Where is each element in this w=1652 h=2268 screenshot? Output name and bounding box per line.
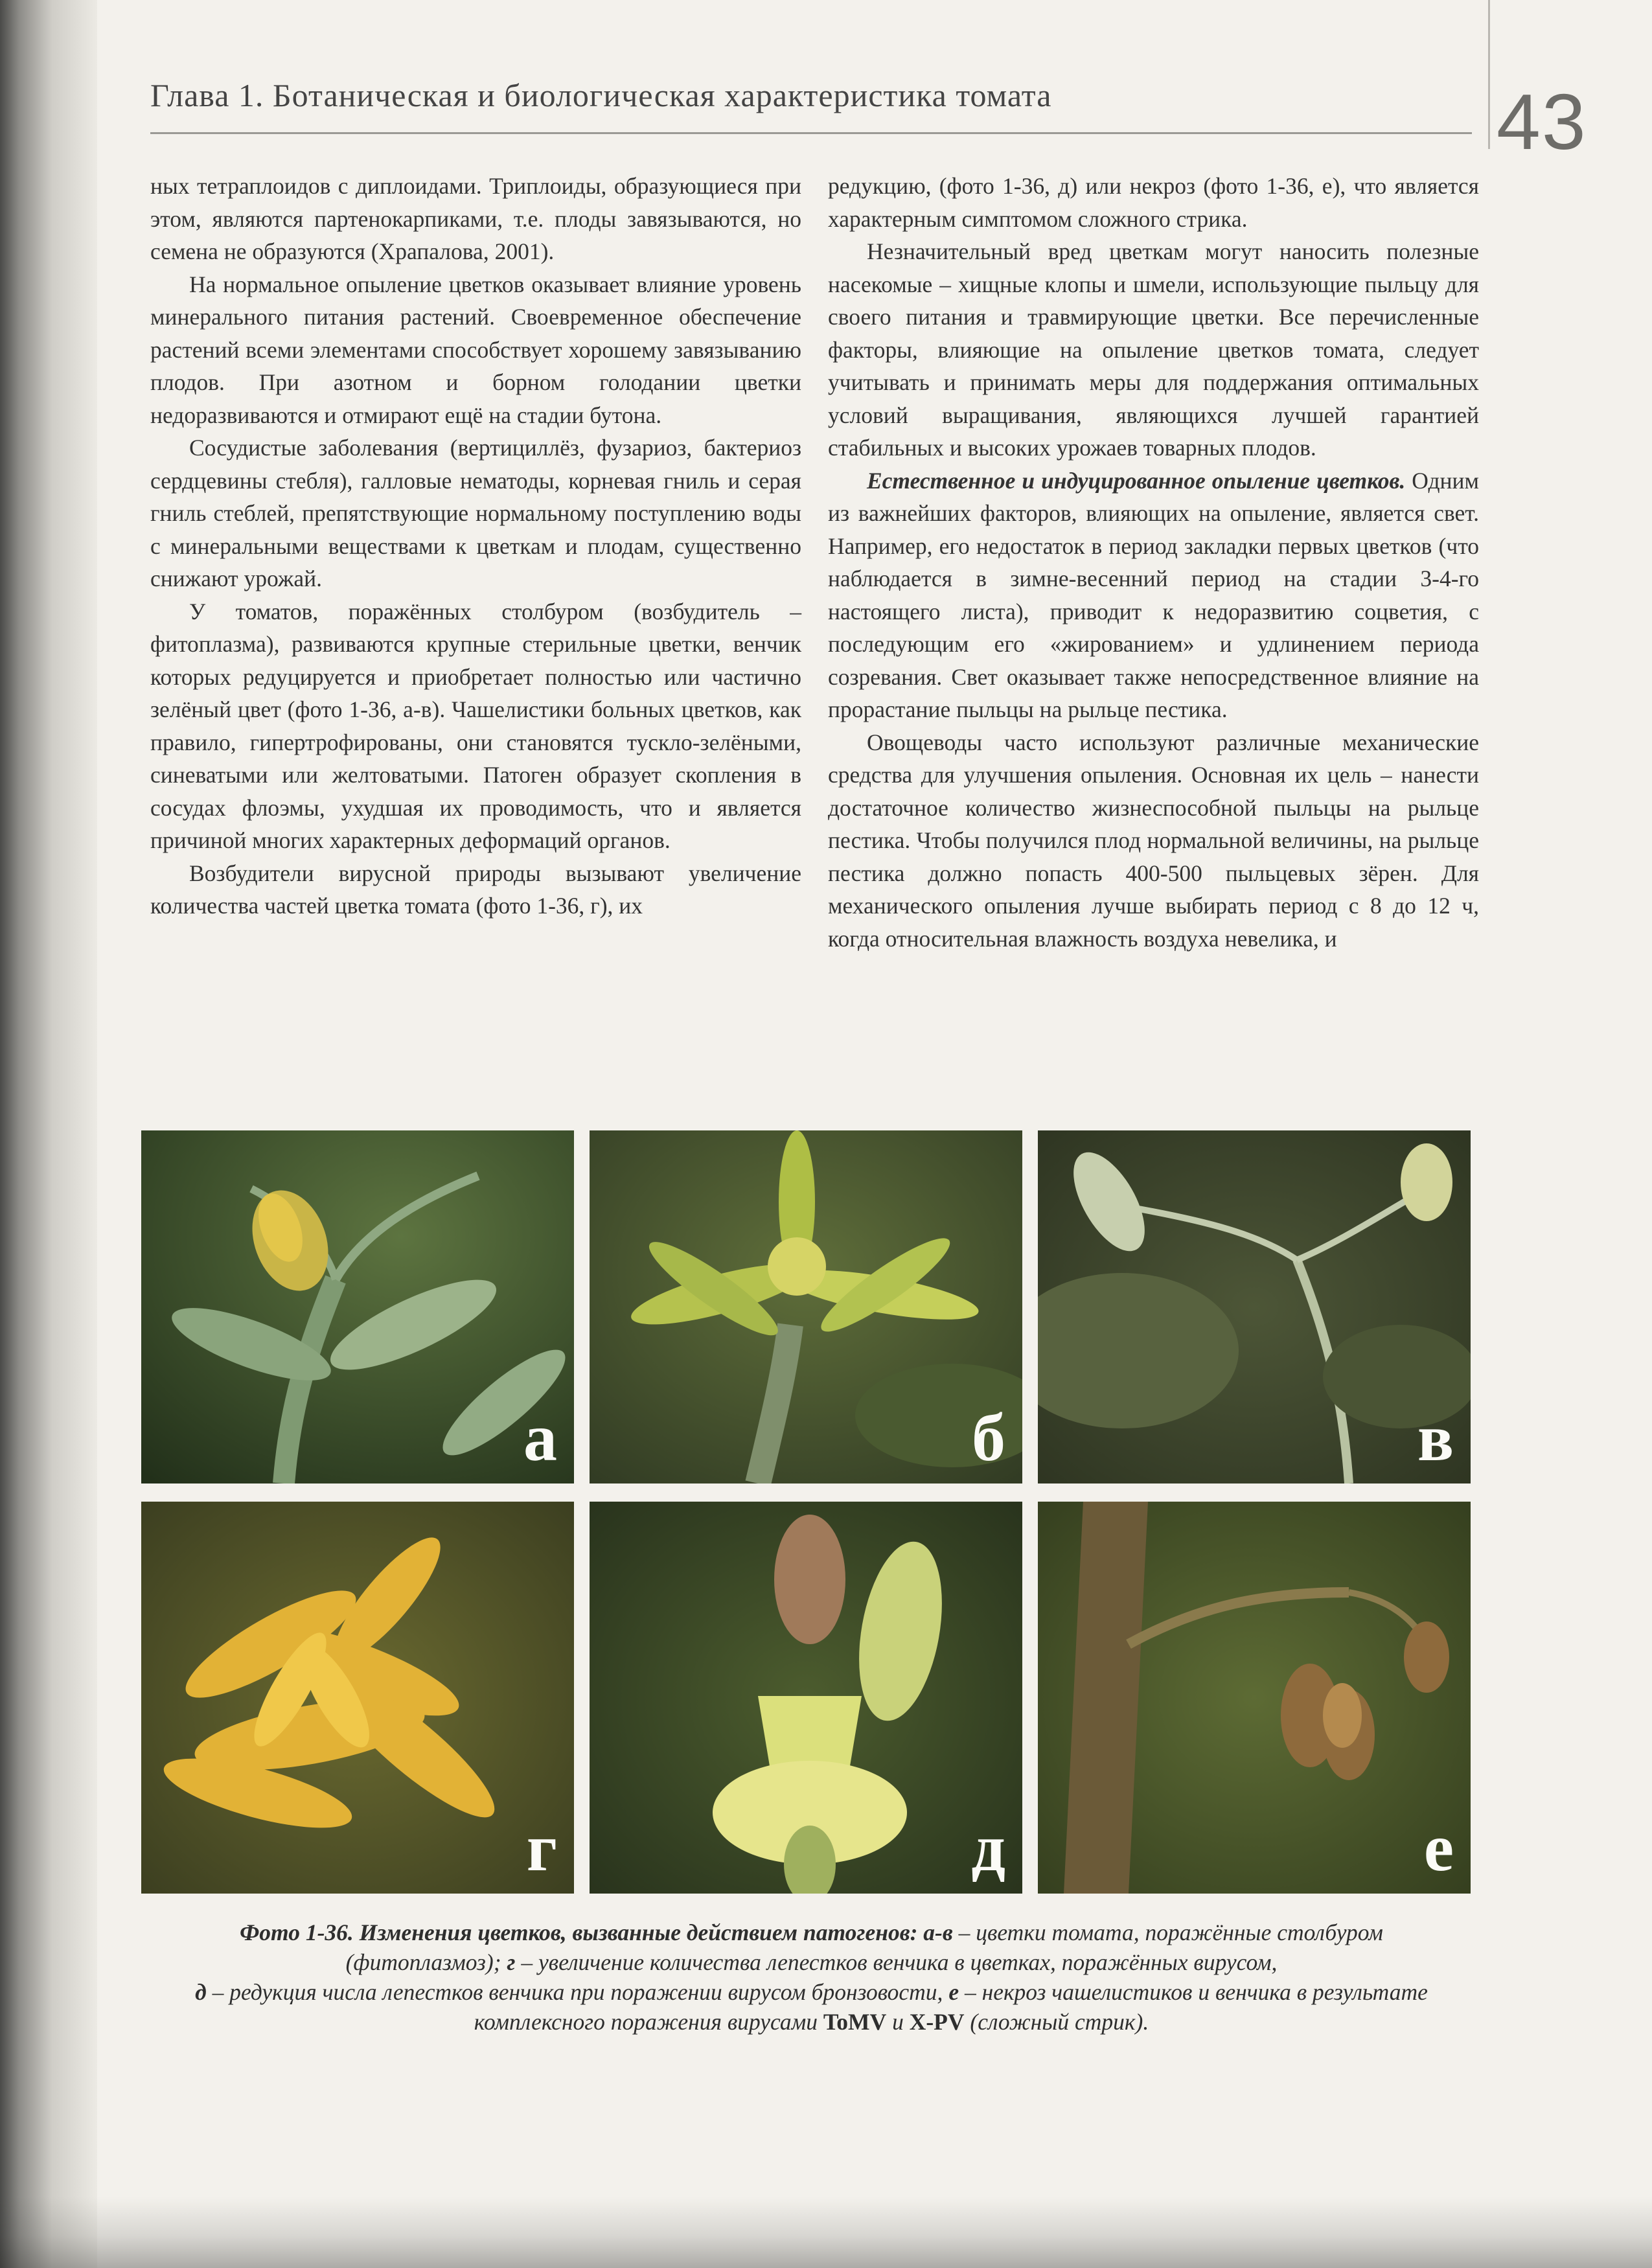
photo-a (141, 1130, 574, 1483)
figure-caption: Фото 1-36. Изменения цветков, вызванные действием патогенов: а-в – цветки томата, поражённые столбуром (фитоплазмоз); г – увеличение количества лепестков венчика в цветках, поражённых вирусом, д – редукция числа лепестков венчика при поражении вирусом бронзовости, е – некроз чашелистиков и венчика в результате комплексного поражения вирусами ToMV и X-PV (сложный стрик). (195, 1919, 1428, 2035)
flower-image (141, 1130, 574, 1483)
running-header (150, 76, 1478, 138)
virus-name: ToMV (823, 2009, 887, 2035)
photo-g (141, 1502, 574, 1894)
header-rule (150, 132, 1472, 134)
photo-label: е (1423, 1811, 1454, 1885)
photo-label: в (1417, 1401, 1454, 1475)
photo-v (1038, 1130, 1471, 1483)
margin-rule (1488, 0, 1490, 149)
photo-b (590, 1130, 1022, 1483)
paragraph: У томатов, поражённых столбуром (возбудитель – фитоплазма), развиваются крупные стерильные цветки, венчик которых редуцируется и приобретает полностью или частично зелёный цвет (фото 1-36, а-в). Чашелистики больных цветков, как правило, гипертрофированы, они становятся тускло-зелёными, синеватыми или желтоватыми. Патоген образует скопления в сосудах флоэмы, ухудшая их проводимость, что и является причиной многих характерных деформаций органов. (150, 598, 801, 853)
caption-label: Фото 1-36. Изменения цветков, вызванные действием патогенов: (240, 1919, 918, 1945)
run-in-heading: Естественное и индуцированное опыление цветков. (867, 467, 1406, 494)
chapter-title: Глава 1. Ботаническая и биологическая характеристика томата (150, 77, 1052, 113)
paragraph: Овощеводы часто используют различные механические средства для улучшения опыления. Основная их цель – нанести достаточное количество жизнеспособной пыльцы на рыльце пестика. Чтобы получился плод нормальной величины, на рыльце пестика должно попасть 400-500 пыльцевых зёрен. Для механического опыления лучше выбирать период с 8 до 12 ч, когда относительная влажность воздуха невелика, и (828, 729, 1479, 952)
photo-e (1038, 1502, 1471, 1894)
flower-image (1038, 1130, 1471, 1483)
paragraph: Возбудители вирусной природы вызывают увеличение количества частей цветка томата (фото 1-36, г), их (150, 860, 801, 919)
photo-label: г (526, 1811, 557, 1885)
caption-key: е (943, 1979, 959, 2005)
paragraph (828, 464, 1479, 726)
photo-label: д (971, 1811, 1005, 1885)
page-number: 43 (1497, 78, 1587, 166)
paragraph-text: Одним из важнейших факторов, влияющих на опыление, является свет. Например, его недостаток в период закладки первых цветков (что наблюдается в зимне-весенний период на стадии 3-4-го настоящего листа), приводит к недоразвитию соцветия, с последующим его «жированием» и удлинением периода созревания. Свет оказывает также непосредственное влияние на прорастание пыльцы на рыльце пестика. (828, 467, 1479, 722)
virus-name: X-PV (909, 2009, 965, 2035)
photo-d (590, 1502, 1022, 1894)
flower-image (590, 1502, 1022, 1894)
photo-label: а (523, 1401, 557, 1475)
flower-image (1038, 1502, 1471, 1894)
paragraph: На нормальное опыление цветков оказывает влияние уровень минерального питания растений. Своевременное обеспечение растений всеми элементами способствует хорошему завязыванию плодов. При азотном и борном голодании цветки недоразвиваются и отмирают ещё на стадии бутона. (150, 271, 801, 428)
binding-shadow (0, 0, 97, 2268)
paragraph: Сосудистые заболевания (вертициллёз, фузариоз, бактериоз сердцевины стебля), галловые нематоды, корневая гниль и серая гниль стеблей, препятствующие нормальному поступлению воды с минеральными веществами к цветкам и плодам, существенно снижают урожай. (150, 435, 801, 591)
paragraph: ных тетраплоидов с диплоидами. Триплоиды, образующиеся при этом, являются партенокарпиками, т.е. плоды завязываются, но семена не образуются (Храпалова, 2001). (150, 173, 801, 264)
paragraph: Незначительный вред цветкам могут наносить полезные насекомые – хищные клопы и шмели, использующие пыльцу для своего питания и травмирующие цветки. Все перечисленные факторы, влияющие на опыление цветков томата, следует учитывать и принимать меры для поддержания оптимальных условий выращивания, являющихся лучшей гарантией стабильных и высоких урожаев товарных плодов. (828, 238, 1479, 461)
bottom-scan-shadow (0, 2197, 1652, 2268)
caption-key: д (195, 1979, 207, 2005)
flower-image (141, 1502, 574, 1894)
right-column (828, 170, 1479, 955)
left-column (150, 170, 801, 922)
caption-key: г (501, 1949, 516, 1975)
caption-key: а-в (917, 1919, 953, 1945)
photo-label: б (972, 1401, 1005, 1475)
paragraph: редукцию, (фото 1-36, д) или некроз (фото 1-36, е), что является характерным симптомом сложного стрика. (828, 173, 1479, 232)
flower-image (590, 1130, 1022, 1483)
